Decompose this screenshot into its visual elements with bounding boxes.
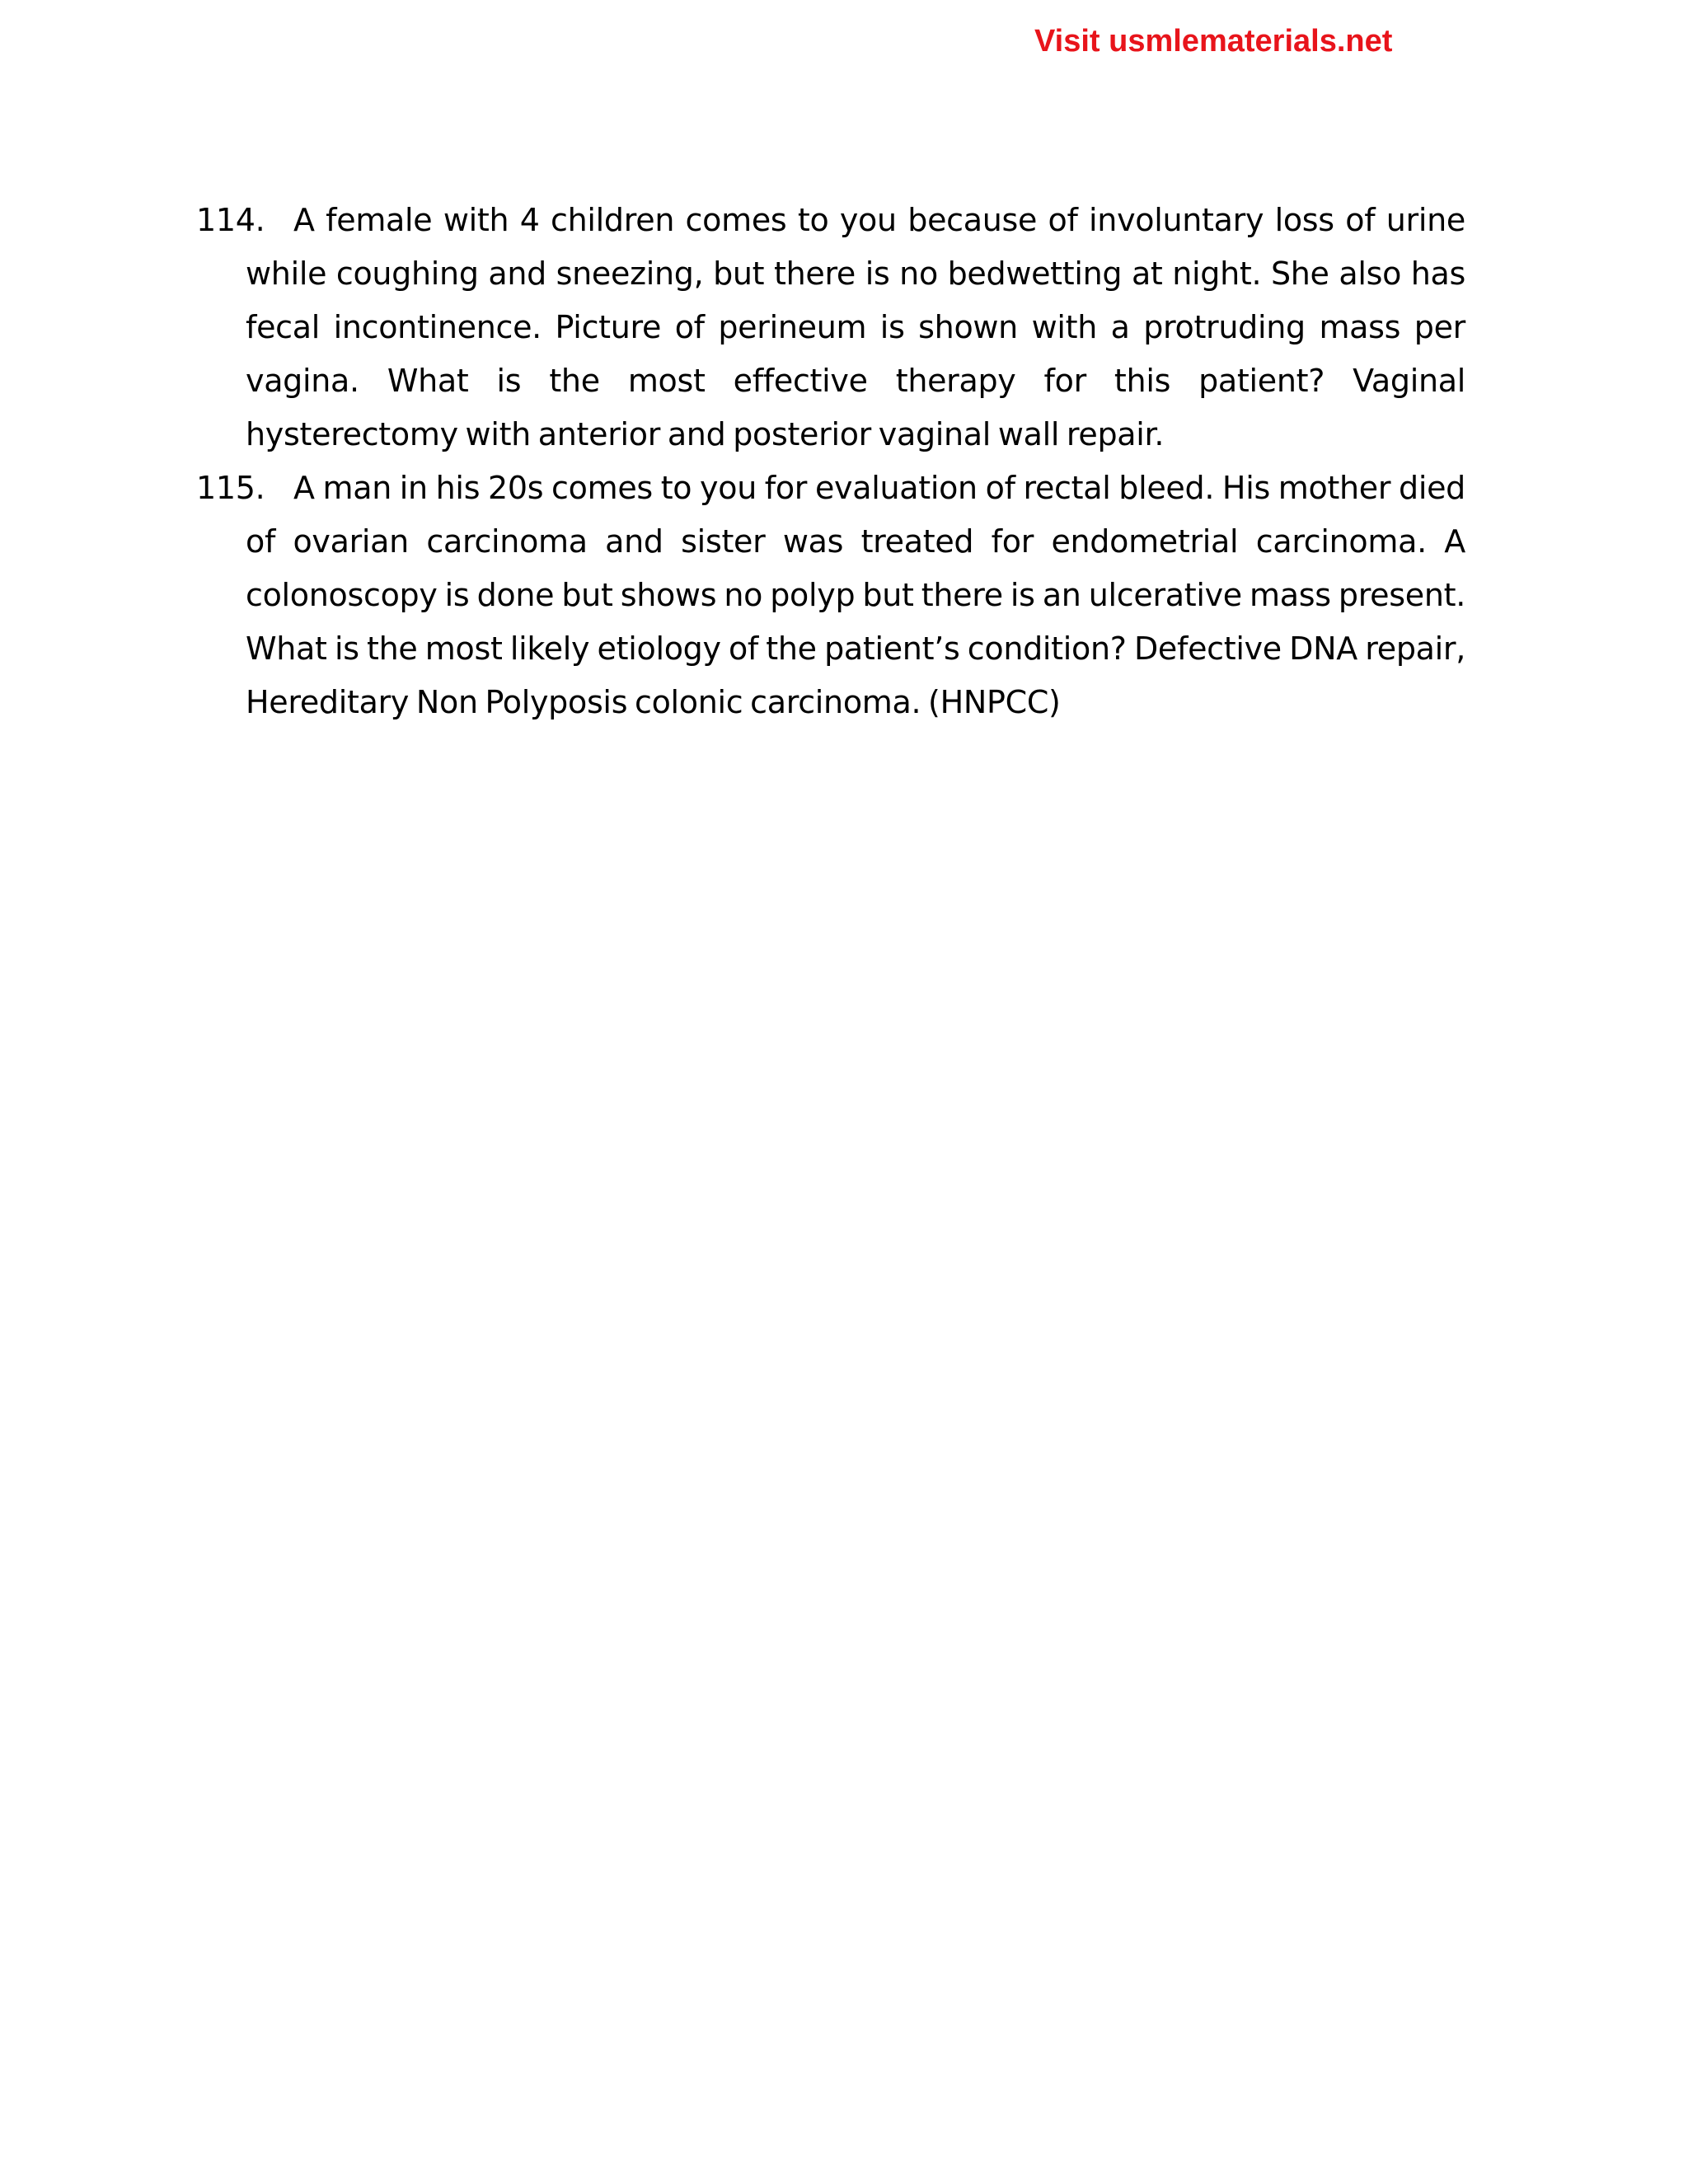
question-item-114 <box>196 194 1465 462</box>
question-number: 114. <box>196 202 265 238</box>
question-number: 115. <box>196 470 265 506</box>
question-text: A man in his 20s comes to you for evaluation of rectal bleed. His mother died of ovarian carcinoma and sister was treated for endometrial carcinoma. A colonoscopy is done but shows no polyp but there is an ulcerative mass present. What is the most likely etiology of the patient’s condition? Defective DNA repair, Hereditary Non Polyposis colonic carcinoma. (HNPCC) <box>246 470 1465 720</box>
question-item-115 <box>196 462 1465 729</box>
header-website-link[interactable]: Visit usmlematerials.net <box>1034 24 1393 59</box>
question-text: A female with 4 children comes to you because of involuntary loss of urine while coughing and sneezing, but there is no bedwetting at night. She also has fecal incontinence. Picture of perineum is shown with a protruding mass per vagina. What is the most effective therapy for this patient? Vaginal hysterectomy with anterior and posterior vaginal wall repair. <box>246 202 1465 452</box>
question-list <box>196 194 1465 729</box>
